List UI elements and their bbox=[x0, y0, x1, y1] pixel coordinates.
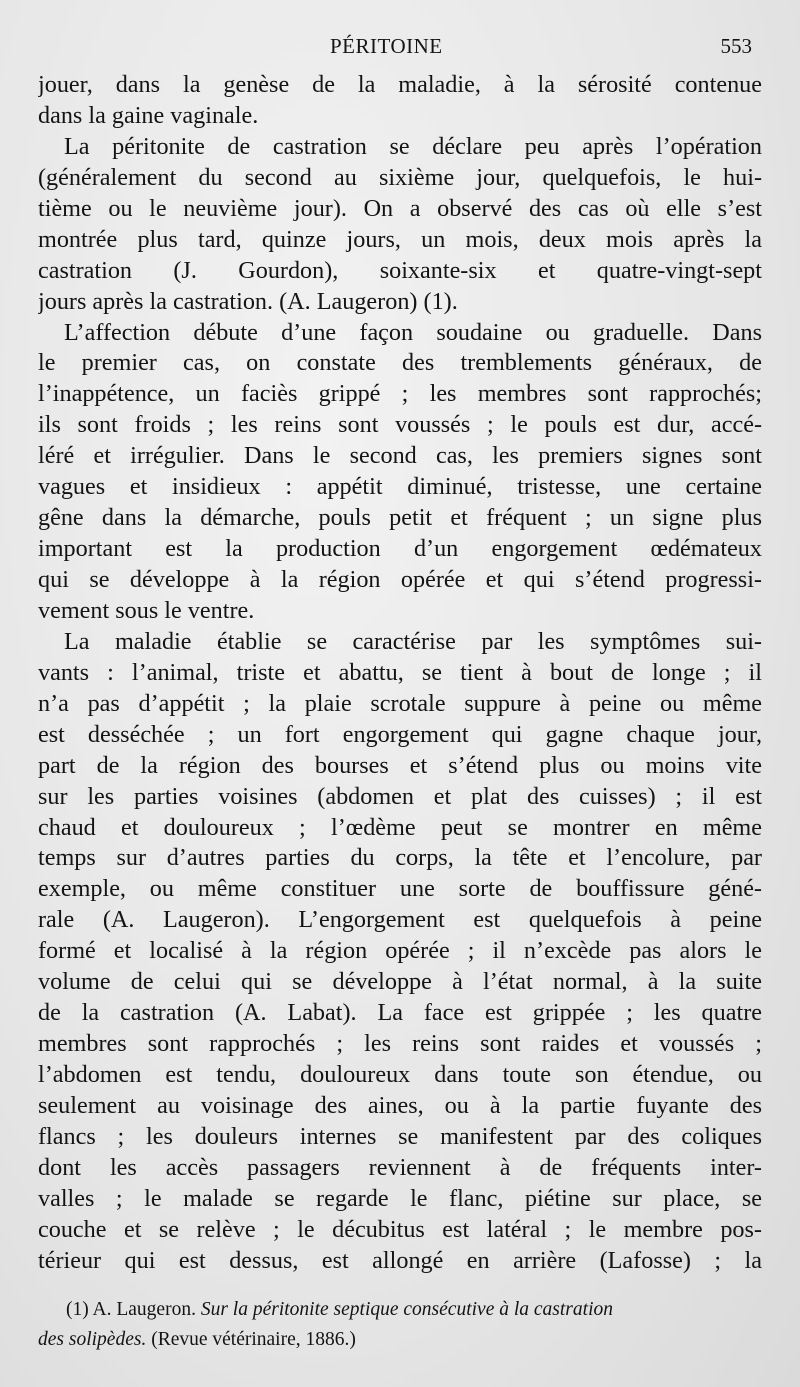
text-line: vagues et insidieux : appétit diminué, tristesse, une certaine bbox=[38, 473, 762, 501]
text-line: membres sont rapprochés ; les reins sont raides et voussés ; bbox=[38, 1030, 762, 1058]
footnote bbox=[38, 1295, 764, 1355]
text-line: le premier cas, on constate des tremblements généraux, de bbox=[38, 349, 762, 377]
footnote-line bbox=[38, 1295, 764, 1325]
text-line: part de la région des bourses et s’étend plus ou moins vite bbox=[38, 751, 762, 779]
text-line: l’inappétence, un faciès grippé ; les membres sont rapprochés; bbox=[38, 380, 762, 408]
text-line: jours après la castration. (A. Laugeron) (1). bbox=[38, 287, 458, 315]
text-line: seulement au voisinage des aines, ou à la partie fuyante des bbox=[38, 1091, 762, 1119]
text-line: montrée plus tard, quinze jours, un mois, deux mois après la bbox=[38, 225, 762, 253]
body-text bbox=[38, 70, 762, 1277]
text-line: jouer, dans la genèse de la maladie, à la sérosité contenue bbox=[38, 71, 762, 98]
text-line: léré et irrégulier. Dans le second cas, les premiers signes sont bbox=[38, 442, 762, 470]
text-line: dont les accès passagers reviennent à de fréquents inter- bbox=[38, 1153, 762, 1181]
text-line: ils sont froids ; les reins sont voussés ; le pouls est dur, accé- bbox=[38, 411, 762, 439]
text-line: gêne dans la démarche, pouls petit et fréquent ; un signe plus bbox=[38, 504, 762, 532]
text-line: térieur qui est dessus, est allongé en arrière (Lafosse) ; la bbox=[38, 1246, 762, 1274]
footnote-line bbox=[38, 1325, 764, 1355]
text-line: (généralement du second au sixième jour, quelquefois, le hui- bbox=[38, 163, 762, 191]
text-line: castration (J. Gourdon), soixante-six et quatre-vingt-sept bbox=[38, 256, 762, 284]
text-line: chaud et douloureux ; l’œdème peut se montrer en même bbox=[38, 813, 762, 841]
text-line: de la castration (A. Labat). La face est grippée ; les quatre bbox=[38, 999, 762, 1027]
text-line: tième ou le neuvième jour). On a observé des cas où elle s’est bbox=[38, 194, 762, 222]
footnote-marker: (1) A. Laugeron. bbox=[66, 1299, 196, 1320]
text-line: La péritonite de castration se déclare peu après l’opération bbox=[64, 132, 762, 160]
text-line: exemple, ou même constituer une sorte de bouffissure géné- bbox=[38, 875, 762, 903]
text-line: est desséchée ; un fort engorgement qui gagne chaque jour, bbox=[38, 720, 762, 748]
text-line: vants : l’animal, triste et abattu, se tient à bout de longe ; il bbox=[38, 658, 762, 686]
text-line: vement sous le ventre. bbox=[38, 596, 255, 624]
text-line: volume de celui qui se développe à l’état normal, à la suite bbox=[38, 968, 762, 996]
running-title: PÉRITOINE bbox=[330, 34, 443, 58]
footnote-source: (Revue vétérinaire, 1886.) bbox=[151, 1329, 356, 1350]
text-line: flancs ; les douleurs internes se manifestent par des coliques bbox=[38, 1122, 762, 1150]
text-line: qui se développe à la région opérée et qui s’étend progressi- bbox=[38, 566, 762, 593]
text-line: important est la production d’un engorgement œdémateux bbox=[38, 535, 762, 563]
text-line: La maladie établie se caractérise par les symptômes sui- bbox=[64, 627, 762, 655]
text-line: couche et se relève ; le décubitus est latéral ; le membre pos- bbox=[38, 1215, 762, 1243]
page-number: 553 bbox=[720, 34, 752, 58]
text-line: valles ; le malade se regarde le flanc, piétine sur place, se bbox=[38, 1184, 762, 1212]
text-line: sur les parties voisines (abdomen et plat des cuisses) ; il est bbox=[38, 782, 762, 810]
footnote-title-continued: des solipèdes. bbox=[38, 1329, 147, 1350]
running-header bbox=[0, 34, 800, 60]
footnote-title: Sur la péritonite septique consécutive à la castration bbox=[200, 1299, 613, 1320]
text-line: n’a pas d’appétit ; la plaie scrotale suppure à peine ou même bbox=[38, 689, 762, 717]
text-line: rale (A. Laugeron). L’engorgement est quelquefois à peine bbox=[38, 906, 762, 934]
text-line: formé et localisé à la région opérée ; il n’excède pas alors le bbox=[38, 937, 762, 965]
text-line: temps sur d’autres parties du corps, la tête et l’encolure, par bbox=[38, 844, 762, 872]
text-line: dans la gaine vaginale. bbox=[38, 101, 259, 129]
text-line: L’affection débute d’une façon soudaine ou graduelle. Dans bbox=[64, 318, 762, 346]
text-line: l’abdomen est tendu, douloureux dans toute son étendue, ou bbox=[38, 1061, 762, 1088]
